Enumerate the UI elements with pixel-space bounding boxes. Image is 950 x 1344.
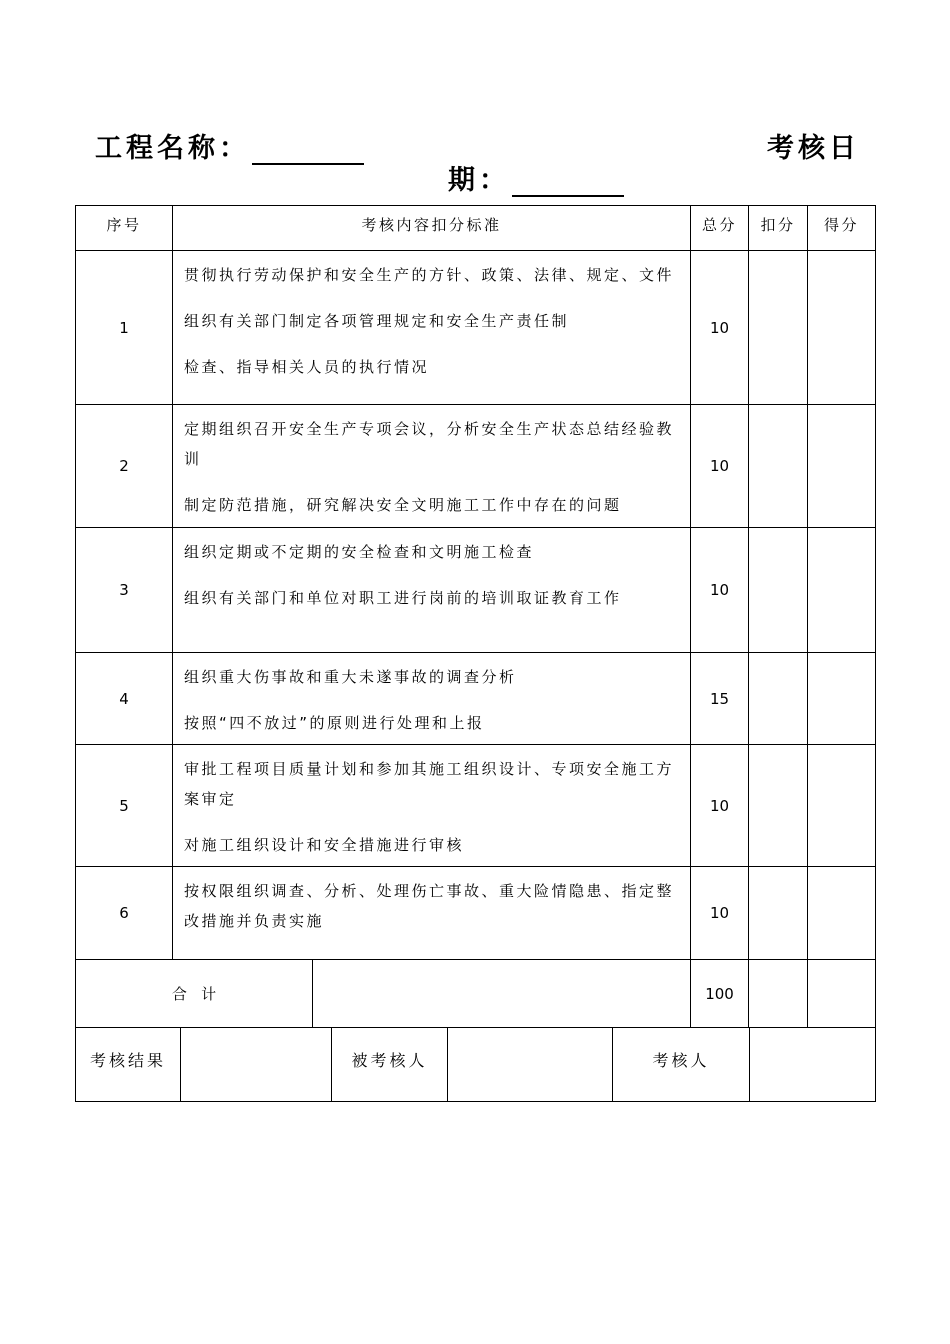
assessor-label: 考核人: [613, 1028, 750, 1101]
assessment-date-field: [448, 158, 624, 197]
table-row: [76, 405, 876, 528]
table-row: [76, 653, 876, 745]
assessee-label: 被考核人: [332, 1028, 448, 1101]
criterion-line: 贯彻执行劳动保护和安全生产的方针、政策、法律、规定、文件: [184, 266, 675, 284]
col-header-index: 序号: [76, 206, 173, 251]
row-deduct-cell[interactable]: [749, 745, 808, 867]
row-total-score: 15: [691, 653, 749, 745]
assessee-input[interactable]: [448, 1028, 613, 1101]
row-content: [173, 405, 691, 528]
criterion-line: 按权限组织调查、分析、处理伤亡事故、重大险情隐患、指定整改措施并负责实施: [184, 882, 675, 930]
col-header-total: 总分: [691, 206, 749, 251]
total-score-cell[interactable]: [808, 960, 876, 1028]
row-deduct-cell[interactable]: [749, 528, 808, 653]
criterion-line: 组织有关部门制定各项管理规定和安全生产责任制: [184, 312, 570, 330]
total-content-cell[interactable]: [313, 960, 691, 1028]
project-name-blank[interactable]: [252, 136, 364, 165]
signature-row: [76, 1028, 876, 1101]
table-header-row: [76, 206, 876, 251]
row-score-cell[interactable]: [808, 405, 876, 528]
assessment-date-label-2: 期：: [448, 165, 510, 196]
total-deduct-cell[interactable]: [749, 960, 808, 1028]
result-input[interactable]: [181, 1028, 332, 1101]
row-score-cell[interactable]: [808, 528, 876, 653]
row-index: 5: [76, 745, 173, 867]
col-header-score: 得分: [808, 206, 876, 251]
row-content: [173, 745, 691, 867]
row-deduct-cell[interactable]: [749, 867, 808, 960]
assessment-date-label-1: 考核日: [767, 133, 860, 164]
row-deduct-cell[interactable]: [749, 251, 808, 405]
table-row: [76, 867, 876, 960]
project-name-label: 工程名称：: [95, 133, 250, 164]
criterion-line: 检查、指导相关人员的执行情况: [184, 358, 430, 376]
row-content: [173, 528, 691, 653]
criterion-line: 组织定期或不定期的安全检查和文明施工检查: [184, 543, 535, 561]
row-total-score: 10: [691, 745, 749, 867]
table-row: [76, 745, 876, 867]
criterion-line: 定期组织召开安全生产专项会议，分析安全生产状态总结经验教训: [184, 420, 675, 468]
row-total-score: 10: [691, 528, 749, 653]
criterion-line: 组织有关部门和单位对职工进行岗前的培训取证教育工作: [184, 589, 622, 607]
row-score-cell[interactable]: [808, 745, 876, 867]
total-row: [76, 960, 876, 1028]
row-index: 4: [76, 653, 173, 745]
row-content: [173, 867, 691, 960]
assessment-table: [75, 205, 876, 1028]
row-total-score: 10: [691, 867, 749, 960]
row-index: 6: [76, 867, 173, 960]
assessment-date-blank[interactable]: [512, 168, 624, 197]
row-content: [173, 653, 691, 745]
row-total-score: 10: [691, 251, 749, 405]
criterion-line: 组织重大伤事故和重大未遂事故的调查分析: [184, 668, 517, 686]
table-row: [76, 251, 876, 405]
total-score: 100: [691, 960, 749, 1028]
criterion-line: 对施工组织设计和安全措施进行审核: [184, 836, 465, 854]
total-label: 合 计: [76, 960, 313, 1028]
result-label: 考核结果: [76, 1028, 181, 1101]
row-content: [173, 251, 691, 405]
col-header-content: 考核内容扣分标准: [173, 206, 691, 251]
assessor-input[interactable]: [750, 1028, 876, 1101]
row-total-score: 10: [691, 405, 749, 528]
row-index: 3: [76, 528, 173, 653]
col-header-deduct: 扣分: [749, 206, 808, 251]
criterion-line: 制定防范措施，研究解决安全文明施工工作中存在的问题: [184, 496, 622, 514]
row-index: 2: [76, 405, 173, 528]
table-row: [76, 528, 876, 653]
signature-table: [75, 1028, 876, 1102]
row-score-cell[interactable]: [808, 653, 876, 745]
criterion-line: 审批工程项目质量计划和参加其施工组织设计、专项安全施工方案审定: [184, 760, 675, 808]
row-score-cell[interactable]: [808, 867, 876, 960]
criterion-line: 按照“四不放过”的原则进行处理和上报: [184, 714, 485, 732]
row-index: 1: [76, 251, 173, 405]
row-deduct-cell[interactable]: [749, 405, 808, 528]
row-score-cell[interactable]: [808, 251, 876, 405]
project-name-field: [95, 126, 364, 165]
row-deduct-cell[interactable]: [749, 653, 808, 745]
